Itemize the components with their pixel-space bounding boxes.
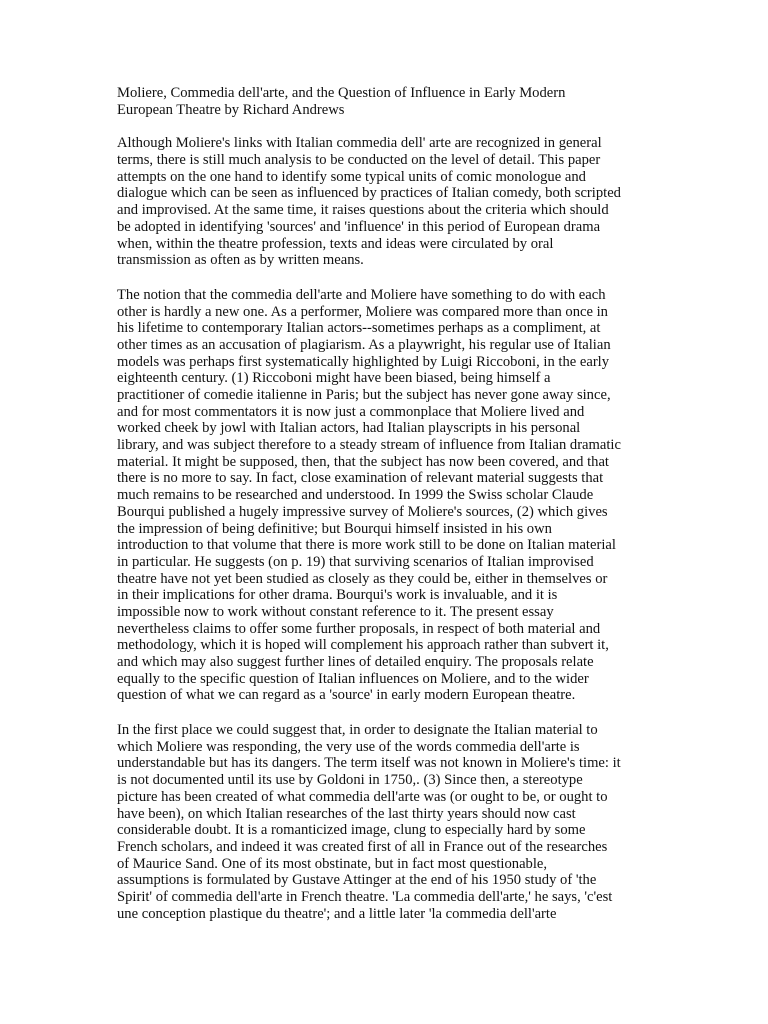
text-line: practitioner of comedie italienne in Paris; but the subject has never gone away since, (117, 387, 611, 403)
text-line: terms, there is still much analysis to be conducted on the level of detail. This paper (117, 152, 601, 169)
text-line: question of what we can regard as a 'source' in early modern European theatre. (117, 687, 576, 704)
text-line: the impression of being definitive; but Bourqui himself insisted in his own (117, 520, 552, 537)
text-line: transmission as often as by written means. (117, 252, 364, 269)
title-line: European Theatre by Richard Andrews (117, 101, 345, 118)
text-line: picture has been created of what commedia dell'arte was (or ought to be, or ought to (117, 788, 608, 805)
text-line: une conception plastique du theatre'; and a little later 'la commedia dell'arte (117, 905, 557, 922)
text-line: when, within the theatre profession, texts and ideas were circulated by oral (117, 235, 554, 252)
text-line: other times as an accusation of plagiarism. As a playwright, his regular use of Italian (117, 336, 611, 353)
text-line: of Maurice Sand. One of its most obstinate, but in fact most questionable, (117, 855, 548, 872)
text-line: in their implications for other drama. Bourqui's work is invaluable, and it is (117, 587, 558, 604)
text-line: assumptions is formulated by Gustave Attinger at the end of his 1950 study of 'the (117, 872, 597, 889)
text-line: equally to the specific question of Italian influences on Moliere, and to the wider (117, 670, 589, 687)
paragraph-abstract (117, 135, 737, 269)
text-line: methodology, which it is hoped will complement his approach rather than subvert it, (117, 637, 609, 654)
title-line: Moliere, Commedia dell'arte, and the Question of Influence in Early Modern (117, 85, 566, 101)
text-line: introduction to that volume that there is more work still to be done on Italian material (117, 537, 616, 554)
text-line: Bourqui published a hugely impressive survey of Moliere's sources, (2) which gives (117, 503, 608, 520)
text-line: which Moliere was responding, the very use of the words commedia dell'arte is (117, 738, 580, 755)
text-line: worked cheek by jowl with Italian actors, had Italian playscripts in his personal (117, 420, 581, 437)
text-line: dialogue which can be seen as influenced by practices of Italian comedy, both scripted (117, 185, 621, 202)
text-line: nevertheless claims to offer some further proposals, in respect of both material and (117, 620, 601, 637)
text-line: eighteenth century. (1) Riccoboni might have been biased, being himself a (117, 370, 551, 387)
text-line: in particular. He suggests (on p. 19) that surviving scenarios of Italian improvised (117, 553, 594, 570)
text-line: and for most commentators it is now just a commonplace that Moliere lived and (117, 403, 585, 420)
text-line: models was perhaps first systematically highlighted by Luigi Riccoboni, in the early (117, 353, 610, 370)
text-line: have been), on which Italian researches of the last thirty years should now cast (117, 805, 576, 822)
text-line: material. It might be supposed, then, that the subject has now been covered, and that (117, 453, 609, 470)
text-line: The notion that the commedia dell'arte and Moliere have something to do with each (117, 286, 606, 303)
text-line: be adopted in identifying 'sources' and 'influence' in this period of European drama (117, 218, 601, 235)
text-line: French scholars, and indeed it was created first of all in France out of the researches (117, 838, 608, 855)
text-line: is not documented until its use by Goldoni in 1750,. (3) Since then, a stereotype (117, 772, 583, 789)
text-line: and improvised. At the same time, it raises questions about the criteria which should (117, 202, 609, 219)
text-line: there is no more to say. In fact, close examination of relevant material suggests that (117, 470, 604, 487)
text-line: much remains to be researched and understood. In 1999 the Swiss scholar Claude (117, 487, 594, 504)
text-line: theatre have not yet been studied as closely as they could be, either in themselves or (117, 570, 608, 587)
text-line: Although Moliere's links with Italian commedia dell' arte are recognized in general (117, 135, 602, 152)
text-line: In the first place we could suggest that, in order to designate the Italian material to (117, 722, 598, 739)
text-line: considerable doubt. It is a romanticized image, clung to especially hard by some (117, 822, 586, 839)
text-line: understandable but has its dangers. The term itself was not known in Moliere's time: it (117, 755, 621, 772)
document-title (117, 85, 737, 118)
text-line: other is hardly a new one. As a performer, Moliere was compared more than once in (117, 303, 608, 320)
text-line: and which may also suggest further lines of detailed enquiry. The proposals relate (117, 654, 594, 670)
document-page (117, 85, 737, 922)
text-line: Spirit' of commedia dell'arte in French theatre. 'La commedia dell'arte,' he says, 'c'est (117, 888, 613, 905)
text-line: library, and was subject therefore to a steady stream of influence from Italian dramatic (117, 437, 621, 454)
text-line: impossible now to work without constant reference to it. The present essay (117, 603, 554, 620)
text-line: attempts on the one hand to identify some typical units of comic monologue and (117, 168, 586, 185)
paragraph-first-place (117, 722, 737, 922)
paragraph-notion (117, 287, 737, 704)
text-line: his lifetime to contemporary Italian actors--sometimes perhaps as a compliment, at (117, 320, 601, 337)
